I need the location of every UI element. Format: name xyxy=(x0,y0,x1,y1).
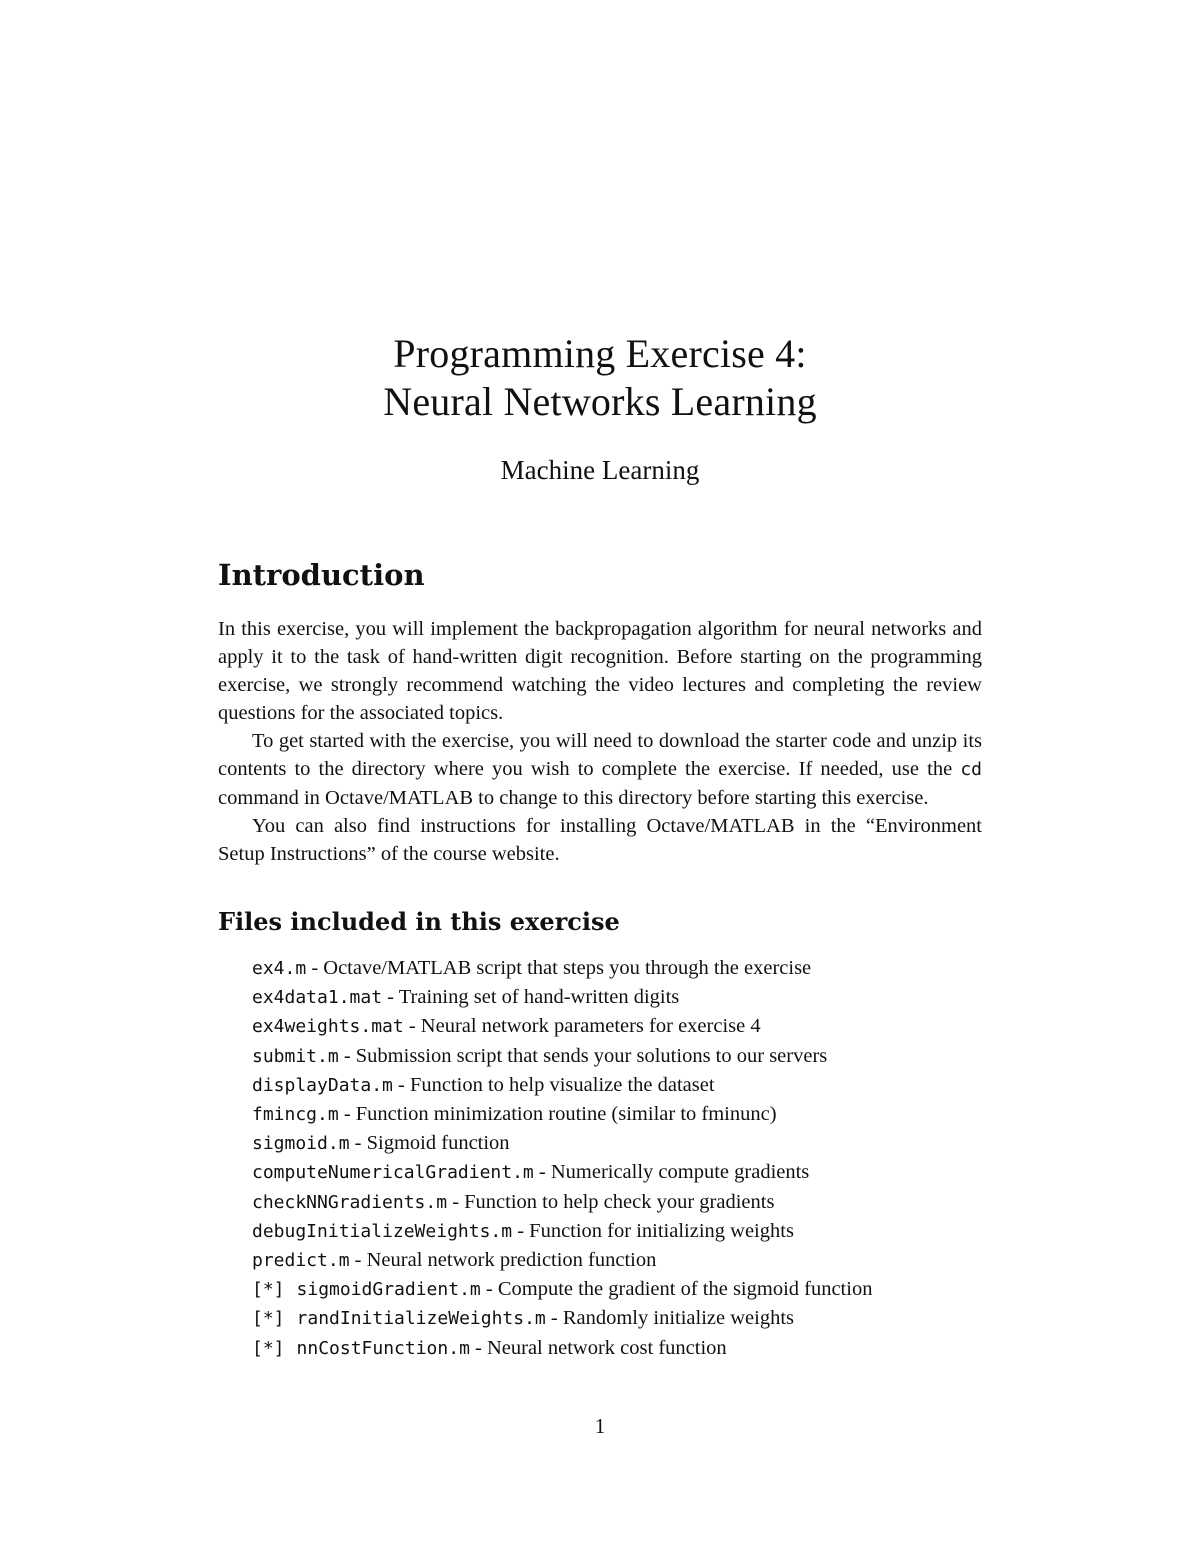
file-name: debugInitializeWeights.m xyxy=(252,1220,513,1242)
file-list-item xyxy=(252,1071,982,1100)
intro-paragraph-3: You can also find instructions for installing Octave/MATLAB in the “Environment Setup Instructions” of the course website. xyxy=(218,815,982,865)
file-description: - Function to help visualize the dataset xyxy=(392,1073,715,1096)
file-name: computeNumericalGradient.m xyxy=(252,1162,534,1184)
file-description: - Neural network parameters for exercise 4 xyxy=(403,1015,761,1038)
introduction-heading: Introduction xyxy=(218,558,425,592)
file-name: checkNNGradients.m xyxy=(252,1191,448,1213)
files-heading: Files included in this exercise xyxy=(218,907,620,936)
file-description: - Submission script that sends your solutions to our servers xyxy=(338,1044,828,1067)
file-list-item xyxy=(252,1304,982,1333)
title-line-2: Neural Networks Learning xyxy=(383,379,817,424)
file-description: - Function for initializing weights xyxy=(512,1219,794,1242)
file-description: - Function minimization routine (similar to fminunc) xyxy=(338,1103,777,1126)
file-description: - Sigmoid function xyxy=(349,1132,510,1155)
file-list-item xyxy=(252,1012,982,1041)
file-description: - Training set of hand-written digits xyxy=(382,986,680,1009)
file-list-item xyxy=(252,1100,982,1129)
required-file-marker: [*] xyxy=(252,1308,285,1330)
file-name: ex4data1.mat xyxy=(252,987,383,1009)
file-description: - Numerically compute gradients xyxy=(533,1161,810,1184)
file-description: - Neural network cost function xyxy=(469,1336,727,1359)
intro-paragraph-2-end: command in Octave/MATLAB to change to this directory before starting this exercise. xyxy=(218,787,929,809)
intro-paragraph-1: In this exercise, you will implement the backpropagation algorithm for neural networks and apply it to the task of hand-written digit recognition. Before starting on the programming exercise, we strongly recommend watching the video lectures and completing the review questions for the associated topics. xyxy=(218,618,982,724)
file-name: displayData.m xyxy=(252,1074,393,1096)
file-list-item xyxy=(252,1246,982,1275)
file-description: - Neural network prediction function xyxy=(349,1249,657,1272)
required-file-marker: [*] xyxy=(252,1279,285,1301)
file-name: ex4.m xyxy=(252,958,307,979)
file-list-item xyxy=(252,1129,982,1158)
file-list-item xyxy=(252,1275,982,1304)
file-list xyxy=(218,954,982,1363)
file-description: - Function to help check your gradients xyxy=(447,1190,775,1213)
body-content xyxy=(218,555,982,1363)
file-list-item xyxy=(252,954,982,983)
page-number: 1 xyxy=(594,1414,606,1438)
file-name: randInitializeWeights.m xyxy=(296,1308,546,1330)
file-list-item xyxy=(252,1158,982,1187)
file-name: nnCostFunction.m xyxy=(296,1337,470,1359)
intro-paragraph-2 xyxy=(218,727,982,812)
file-description: - Randomly initialize weights xyxy=(545,1307,794,1330)
title-line-1: Programming Exercise 4: xyxy=(393,331,807,376)
course-subtitle: Machine Learning xyxy=(500,455,700,485)
title-block xyxy=(0,330,1200,486)
file-list-item xyxy=(252,983,982,1012)
file-name: fmincg.m xyxy=(252,1104,339,1126)
file-list-item xyxy=(252,1188,982,1217)
file-description: - Compute the gradient of the sigmoid function xyxy=(480,1278,873,1301)
required-file-marker: [*] xyxy=(252,1337,285,1359)
file-list-item xyxy=(252,1334,982,1363)
intro-paragraph-2-start: To get started with the exercise, you will need to download the starter code and unzip its contents to the directory where you wish to complete the exercise. If needed, use the xyxy=(218,730,982,780)
file-list-item xyxy=(252,1217,982,1246)
file-name: predict.m xyxy=(252,1250,350,1272)
file-list-item xyxy=(252,1042,982,1071)
file-name: sigmoid.m xyxy=(252,1133,350,1155)
file-name: ex4weights.mat xyxy=(252,1016,404,1038)
cd-command-code: cd xyxy=(960,759,982,780)
file-name: sigmoidGradient.m xyxy=(296,1279,481,1301)
file-description: - Octave/MATLAB script that steps you through the exercise xyxy=(306,957,812,979)
file-name: submit.m xyxy=(252,1045,339,1067)
